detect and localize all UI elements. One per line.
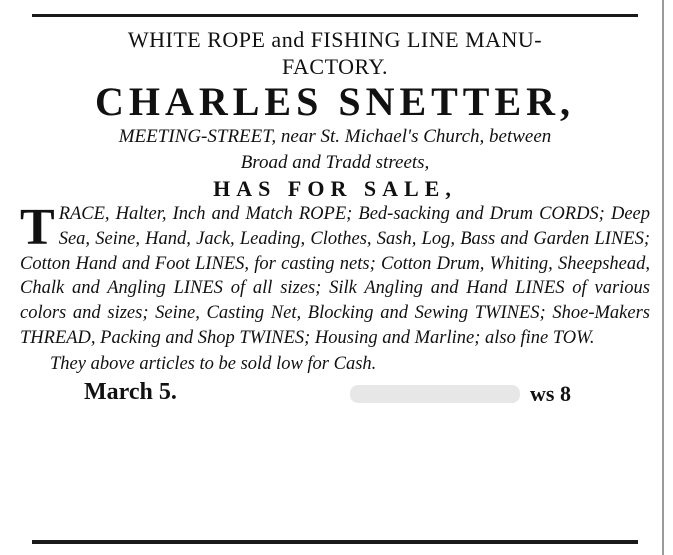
address-line-1: MEETING-STREET, near St. Michael's Church, between [118, 126, 552, 147]
drop-cap: T [20, 199, 55, 256]
goods-text: RACE, Halter, Inch and Match ROPE; Bed-sacking and Drum CORDS; Deep Sea, Seine, Hand, Jack, Leading, Clothes, Sash, Log, Bass and Garden LINES; Cotton Hand and Foot LINES, for casting nets; Cotton Drum, Whiting, Sheepshead, Chalk and Angling LINES of all sizes; Silk Angling and Hand LINES of various colors and sizes; Seine, Casting Net, Blocking and Sewing TWINES; Shoe-Makers THREAD, Packing and Shop TWINES; Housing and Marline; also fine TOW. [20, 204, 650, 348]
insertion-code: ws 8 [530, 380, 571, 406]
closing-line: They above articles to be sold low for Cash. [50, 353, 377, 374]
for-sale-heading: HAS FOR SALE, [213, 176, 457, 201]
bleed-through-smudge [350, 385, 520, 403]
proprietor-name: CHARLES SNETTER, [94, 79, 576, 124]
heading-line-1: WHITE ROPE and FISHING LINE MANU- [127, 27, 543, 52]
date: March 5. [84, 378, 177, 405]
footer [20, 377, 650, 413]
top-rule [32, 14, 638, 17]
bottom-rule [32, 540, 638, 544]
address-line-2: Broad and Tradd streets, [240, 152, 430, 173]
column-edge [662, 0, 664, 555]
heading-line-2: FACTORY. [281, 54, 389, 79]
goods-list [20, 199, 650, 351]
advertisement-body [20, 26, 650, 413]
